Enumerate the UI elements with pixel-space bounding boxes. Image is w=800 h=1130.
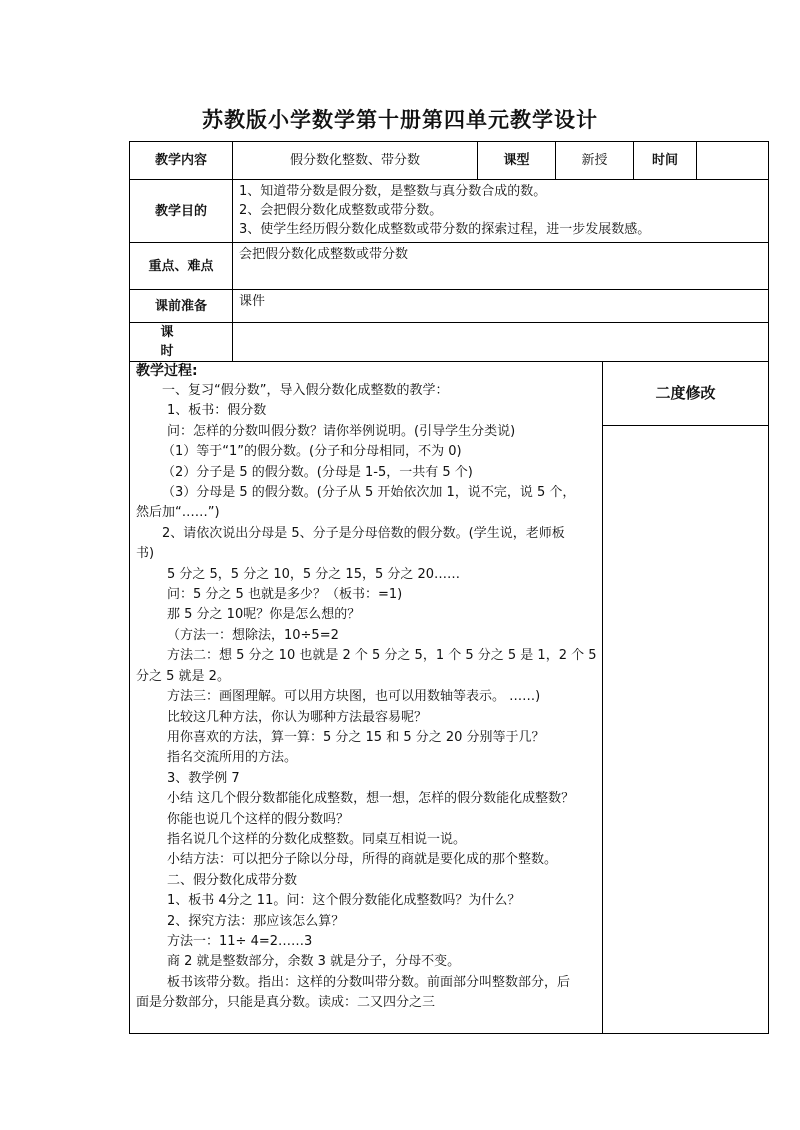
content-label: 教学内容 bbox=[130, 142, 233, 180]
objective-line: 3、使学生经历假分数化成整数或带分数的探索过程，进一步发展数感。 bbox=[239, 222, 651, 237]
content-value: 假分数化整数、带分数 bbox=[233, 142, 478, 180]
process-line: （3）分母是 5 的假分数。(分子从 5 开始依次加 1，说不完，说 5 个， bbox=[162, 485, 576, 501]
key-points-row bbox=[130, 243, 769, 290]
process-line: 然后加“……”) bbox=[136, 505, 220, 521]
process-line: 二、假分数化成带分数 bbox=[167, 872, 298, 888]
objective-line: 1、知道带分数是假分数，是整数与真分数合成的数。 bbox=[239, 184, 547, 199]
process-line: 比较这几种方法，你认为哪种方法最容易呢？ bbox=[167, 709, 428, 725]
type-value: 新授 bbox=[556, 142, 634, 180]
objective-label: 教学目的 bbox=[130, 180, 233, 243]
key-points-label: 重点、难点 bbox=[130, 243, 233, 290]
header-row bbox=[130, 142, 769, 180]
periods-label: 课 时 bbox=[130, 323, 233, 362]
process-line: （方法一：想除法，10÷5=2 bbox=[167, 627, 339, 643]
time-value bbox=[697, 142, 769, 180]
periods-value bbox=[233, 323, 769, 362]
process-line: 商 2 就是整数部分，余数 3 就是分子，分母不变。 bbox=[167, 954, 461, 970]
objective-value bbox=[233, 180, 769, 243]
process-line: 方法二：想 5 分之 10 也就是 2 个 5 分之 5，1 个 5 分之 5 是 1，2 个 5 bbox=[167, 648, 597, 664]
process-line: 问：5 分之 5 也就是多少？（板书：=1) bbox=[167, 587, 403, 603]
page-title: 苏教版小学数学第十册第四单元教学设计 bbox=[202, 108, 598, 132]
process-line: （1）等于“1”的假分数。(分子和分母相同，不为 0) bbox=[162, 444, 462, 460]
process-line: 3、教学例 7 bbox=[167, 770, 240, 786]
process-heading: 教学过程: bbox=[136, 363, 198, 379]
revision-heading: 二度修改 bbox=[603, 362, 768, 426]
process-line: 那 5 分之 10呢？你是怎么想的？ bbox=[167, 607, 361, 623]
lesson-plan-table bbox=[129, 141, 769, 1034]
preparation-value: 课件 bbox=[233, 290, 769, 323]
process-line: 2、探究方法：那应该怎么算？ bbox=[167, 913, 345, 929]
process-line: 分之 5 就是 2。 bbox=[136, 668, 230, 684]
revision-cell bbox=[603, 362, 769, 1034]
process-line: 书) bbox=[136, 546, 155, 562]
process-line: 指名说几个这样的分数化成整数。同桌互相说一说。 bbox=[167, 831, 467, 847]
key-points-value: 会把假分数化成整数或带分数 bbox=[233, 243, 769, 290]
process-line: 小结 这几个假分数都能化成整数，想一想，怎样的假分数能化成整数？ bbox=[167, 791, 575, 807]
process-line: 板书该带分数。指出：这样的分数叫带分数。前面部分叫整数部分，后 bbox=[167, 974, 571, 990]
periods-row bbox=[130, 323, 769, 362]
process-line: 2、请依次说出分母是 5、分子是分母倍数的假分数。(学生说，老师板 bbox=[162, 525, 565, 541]
process-line: 指名交流所用的方法。 bbox=[167, 750, 298, 766]
process-cell bbox=[130, 362, 603, 1034]
time-label: 时间 bbox=[634, 142, 697, 180]
process-line: 1、板书：假分数 bbox=[167, 403, 267, 419]
objective-row bbox=[130, 180, 769, 243]
process-line: 1、板书 4分之 11。问：这个假分数能化成整数吗？为什么？ bbox=[167, 893, 521, 909]
process-line: （2）分子是 5 的假分数。(分母是 1-5，一共有 5 个) bbox=[162, 464, 473, 480]
process-row bbox=[130, 362, 769, 1034]
process-line: 你能也说几个这样的假分数吗？ bbox=[167, 811, 350, 827]
process-line: 方法一：11÷ 4=2……3 bbox=[167, 933, 313, 949]
preparation-label: 课前准备 bbox=[130, 290, 233, 323]
process-line: 用你喜欢的方法，算一算：5 分之 15 和 5 分之 20 分别等于几？ bbox=[167, 729, 545, 745]
process-line: 方法三：画图理解。可以用方块图，也可以用数轴等表示。 ……) bbox=[167, 689, 541, 705]
preparation-row bbox=[130, 290, 769, 323]
process-line: 面是分数部分，只能是真分数。读成：二又四分之三 bbox=[136, 995, 436, 1011]
process-line: 一、复习“假分数”，导入假分数化成整数的教学： bbox=[162, 383, 449, 398]
objective-line: 2、会把假分数化成整数或带分数。 bbox=[239, 203, 443, 218]
process-line: 问：怎样的分数叫假分数？请你举例说明。(引导学生分类说) bbox=[167, 423, 516, 439]
process-line: 小结方法：可以把分子除以分母，所得的商就是要化成的那个整数。 bbox=[167, 852, 558, 868]
type-label: 课型 bbox=[478, 142, 556, 180]
process-line: 5 分之 5，5 分之 10，5 分之 15，5 分之 20…… bbox=[167, 566, 461, 582]
